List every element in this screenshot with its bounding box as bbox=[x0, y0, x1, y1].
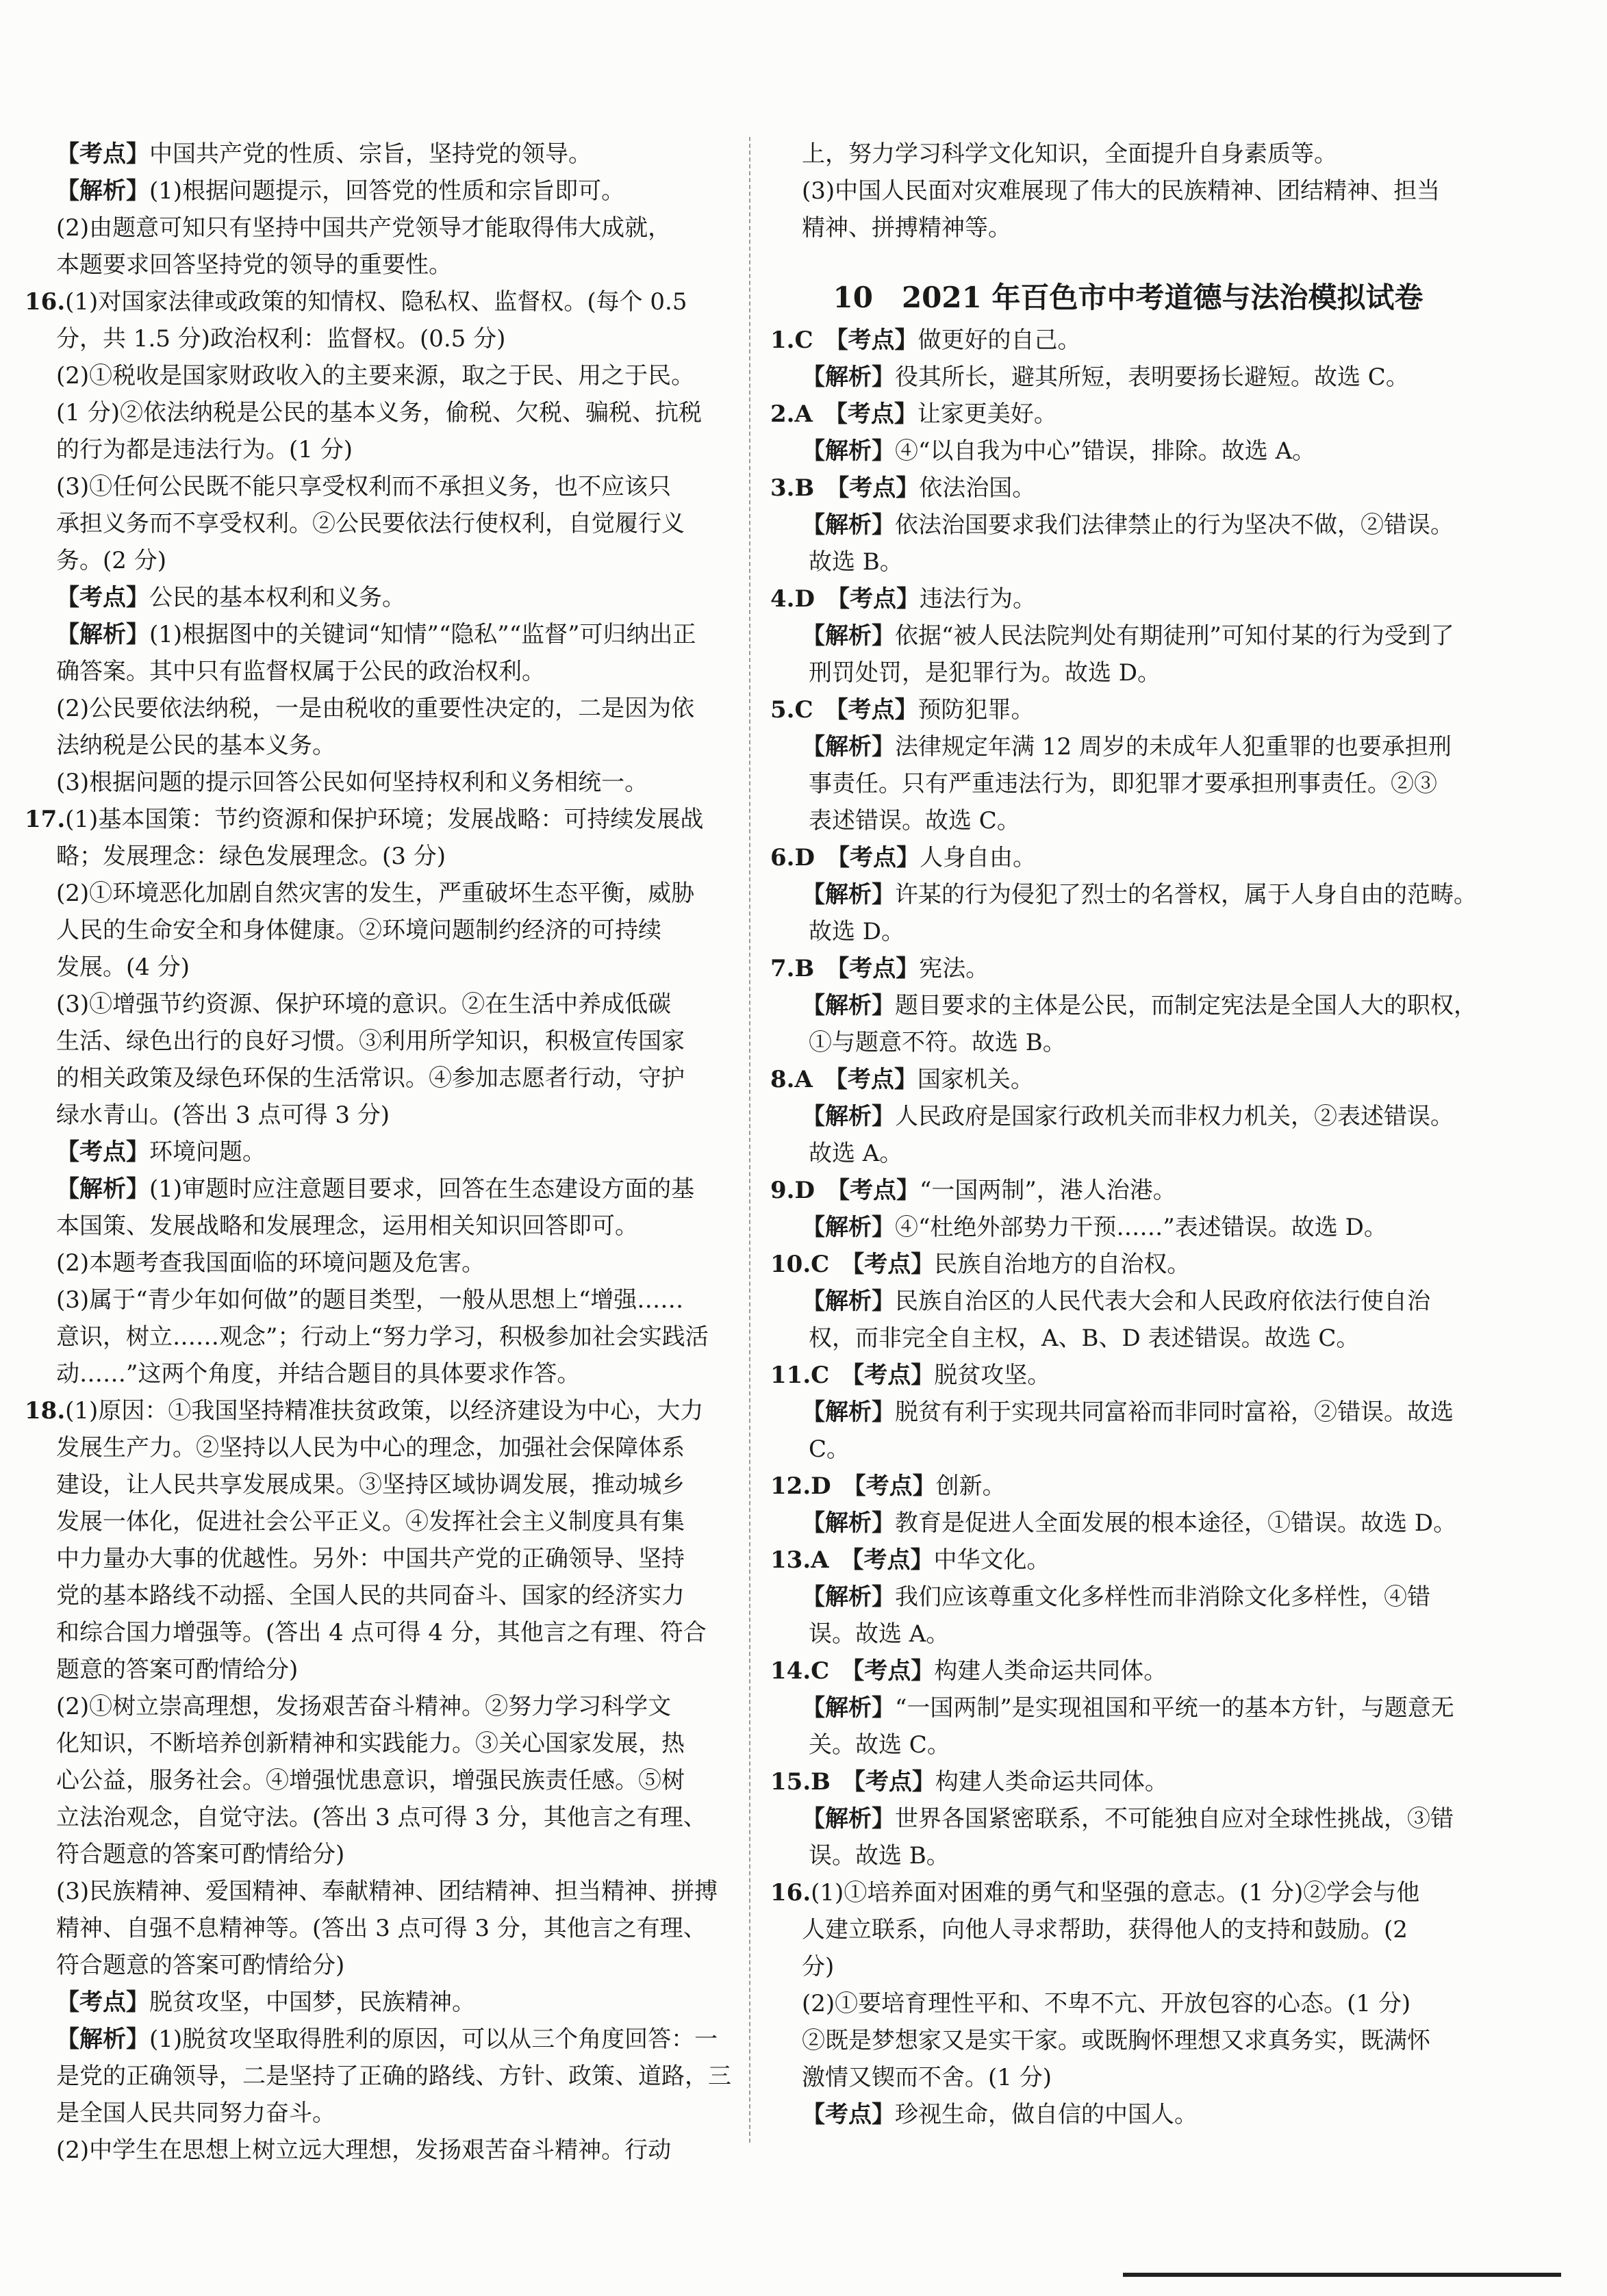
text-line bbox=[25, 1097, 740, 1134]
text-line bbox=[25, 1208, 740, 1245]
text-line bbox=[25, 542, 740, 579]
line-text: 构建人类命运共同体。 bbox=[935, 1768, 1168, 1796]
text-line bbox=[25, 2095, 740, 2132]
text-line bbox=[770, 1098, 1486, 1135]
label-tag: 【解析】 bbox=[802, 1805, 895, 1833]
label-tag: 3.B bbox=[770, 474, 815, 502]
line-text: 化知识，不断培养创新精神和实践能力。③关心国家发展，热 bbox=[56, 1730, 685, 1757]
label-tag: 【解析】 bbox=[802, 511, 895, 539]
text-line bbox=[25, 690, 740, 727]
line-text: 发展一体化，促进社会公平正义。④发挥社会主义制度具有集 bbox=[56, 1508, 685, 1535]
text-line bbox=[25, 1281, 740, 1318]
line-text: “一国两制”，港人治港。 bbox=[919, 1177, 1176, 1204]
label-tag: 5.C bbox=[770, 696, 813, 724]
text-line bbox=[25, 1392, 740, 1429]
line-text bbox=[815, 1177, 838, 1204]
text-line bbox=[770, 876, 1486, 913]
text-line bbox=[25, 1577, 740, 1614]
line-text bbox=[829, 1657, 852, 1685]
line-text bbox=[814, 474, 837, 502]
line-text: (2)①环境恶化加剧自然灾害的发生，严重破坏生态平衡，威胁 bbox=[56, 880, 695, 907]
line-text: 动……”这两个角度，并结合题目的具体要求作答。 bbox=[56, 1360, 581, 1388]
line-text bbox=[813, 327, 837, 354]
line-text: 精神、自强不息精神等。(答出 3 点可得 3 分，其他言之有理、 bbox=[56, 1915, 707, 1942]
text-line bbox=[770, 136, 1486, 173]
text-line bbox=[25, 875, 740, 912]
text-line bbox=[770, 1061, 1486, 1098]
text-line bbox=[770, 2096, 1486, 2133]
line-text: (2)公民要依法纳税，一是由税收的重要性决定的，二是因为依 bbox=[56, 695, 695, 722]
line-text: (2)①树立崇高理想，发扬艰苦奋斗精神。②努力学习科学文 bbox=[56, 1693, 672, 1720]
line-text: (2)①要培育理性平和、不卑不亢、开放包容的心态。(1 分) bbox=[802, 1990, 1411, 2017]
line-text bbox=[814, 955, 837, 982]
line-text: (1)①培养面对困难的勇气和坚强的意志。(1 分)②学会与他 bbox=[811, 1879, 1420, 1906]
label-tag: 17. bbox=[25, 806, 66, 833]
line-text: 役其所长，避其所短，表明要扬长避短。故选 C。 bbox=[895, 363, 1409, 391]
text-line bbox=[770, 1579, 1486, 1616]
line-text: 的行为都是违法行为。(1 分) bbox=[56, 436, 353, 463]
label-tag: 【解析】 bbox=[802, 992, 895, 1019]
label-tag: 【解析】 bbox=[802, 1399, 895, 1426]
line-text: C。 bbox=[809, 1436, 850, 1463]
label-tag: 6.D bbox=[770, 844, 815, 871]
line-text: 中国共产党的性质、宗旨，坚持党的领导。 bbox=[149, 140, 592, 168]
line-text: 法律规定年满 12 周岁的未成年人犯重罪的也要承担刑 bbox=[895, 733, 1452, 761]
text-line bbox=[25, 283, 740, 320]
line-text: 分) bbox=[802, 1953, 835, 1980]
line-text: 脱贫攻坚。 bbox=[934, 1362, 1051, 1389]
text-line bbox=[770, 507, 1486, 544]
text-line bbox=[25, 2058, 740, 2095]
line-text: (3)①增强节约资源、保护环境的意识。②在生活中养成低碳 bbox=[56, 991, 672, 1018]
text-line bbox=[770, 1874, 1486, 1911]
text-line bbox=[25, 727, 740, 764]
text-line bbox=[770, 1172, 1486, 1209]
line-text: 心公益，服务社会。④增强忧患意识，增强民族责任感。⑤树 bbox=[56, 1767, 685, 1794]
text-line bbox=[25, 1910, 740, 1947]
line-text: 依法治国。 bbox=[919, 474, 1036, 502]
text-line bbox=[25, 2132, 740, 2169]
label-tag: 9.D bbox=[770, 1177, 815, 1204]
label-tag: 【解析】 bbox=[802, 881, 895, 908]
text-line bbox=[770, 728, 1486, 765]
line-text: (3)根据问题的提示回答公民如何坚持权利和义务相统一。 bbox=[56, 769, 648, 796]
text-line bbox=[770, 1616, 1486, 1653]
line-text: 预防犯罪。 bbox=[918, 696, 1035, 724]
text-line bbox=[25, 1873, 740, 1910]
label-tag: 【考点】 bbox=[852, 1362, 935, 1389]
text-line bbox=[770, 1135, 1486, 1172]
line-text: 意识，树立……观念”；行动上“努力学习，积极参加社会实践活 bbox=[56, 1323, 709, 1351]
text-line bbox=[25, 1245, 740, 1281]
line-text: (3)中国人民面对灾难展现了伟大的民族精神、团结精神、担当 bbox=[802, 177, 1441, 205]
text-line bbox=[25, 1947, 740, 1984]
text-line bbox=[25, 468, 740, 505]
text-line bbox=[770, 1394, 1486, 1431]
line-text: 本题要求回答坚持党的领导的重要性。 bbox=[56, 251, 452, 279]
line-text: 民族自治区的人民代表大会和人民政府依法行使自治 bbox=[895, 1288, 1430, 1315]
line-text bbox=[831, 1472, 855, 1500]
label-tag: 【考点】 bbox=[836, 696, 918, 724]
label-tag: 【考点】 bbox=[837, 844, 920, 871]
label-tag: 16. bbox=[770, 1879, 811, 1906]
label-tag: 【考点】 bbox=[852, 1251, 935, 1278]
text-line bbox=[770, 2022, 1486, 2059]
line-text: 中华文化。 bbox=[933, 1546, 1050, 1574]
text-line bbox=[25, 1355, 740, 1392]
label-tag: 14.C bbox=[770, 1657, 830, 1685]
text-line bbox=[770, 322, 1486, 359]
text-line bbox=[770, 1283, 1486, 1320]
line-text: 人建立联系，向他人寻求帮助，获得他人的支持和鼓励。(2 bbox=[802, 1916, 1408, 1943]
label-tag: 【考点】 bbox=[837, 585, 920, 613]
label-tag: 【解析】 bbox=[56, 2026, 149, 2053]
line-text: 故选 D。 bbox=[809, 918, 905, 945]
line-text: 让家更美好。 bbox=[917, 400, 1057, 428]
label-tag: 【考点】 bbox=[852, 1546, 934, 1574]
line-text: (2)①税收是国家财政收入的主要来源，取之于民、用之于民。 bbox=[56, 362, 695, 390]
line-text: 许某的行为侵犯了烈士的名誉权，属于人身自由的范畴。 bbox=[895, 881, 1477, 908]
text-line bbox=[25, 1836, 740, 1873]
line-text: 宪法。 bbox=[919, 955, 989, 982]
line-text: 误。故选 B。 bbox=[809, 1842, 950, 1870]
text-line bbox=[25, 1614, 740, 1651]
text-line bbox=[25, 949, 740, 986]
label-tag: 1.C bbox=[770, 327, 813, 354]
text-line bbox=[770, 1246, 1486, 1283]
line-text: 民族自治地方的自治权。 bbox=[934, 1251, 1191, 1278]
line-text: 立法治观念，自觉守法。(答出 3 点可得 3 分，其他言之有理、 bbox=[56, 1804, 707, 1831]
line-text: 依法治国要求我们法律禁止的行为坚决不做，②错误。 bbox=[895, 511, 1454, 539]
text-line bbox=[770, 396, 1486, 433]
text-line bbox=[25, 1688, 740, 1725]
text-line bbox=[25, 1466, 740, 1503]
line-text: (1)原因：①我国坚持精准扶贫政策，以经济建设为中心，大力 bbox=[65, 1397, 704, 1425]
line-text: 务。(2 分) bbox=[56, 547, 166, 574]
text-line bbox=[25, 431, 740, 468]
line-text: 世界各国紧密联系，不可能独自应对全球性挑战，③错 bbox=[895, 1805, 1454, 1833]
line-text: (1)对国家法律或政策的知情权、隐私权、监督权。(每个 0.5 bbox=[65, 288, 687, 316]
label-tag: 18. bbox=[25, 1397, 66, 1425]
label-tag: 【解析】 bbox=[56, 1175, 149, 1203]
line-text: 违法行为。 bbox=[919, 585, 1036, 613]
line-text: 发展生产力。②坚持以人民为中心的理念，加强社会保障体系 bbox=[56, 1434, 685, 1462]
label-tag: 16. bbox=[25, 288, 66, 316]
line-text: 我们应该尊重文化多样性而非消除文化多样性，④错 bbox=[895, 1583, 1430, 1611]
label-tag: 15.B bbox=[770, 1768, 831, 1796]
text-line bbox=[770, 470, 1486, 507]
label-tag: 12.D bbox=[770, 1472, 831, 1500]
line-text: 脱贫有利于实现共同富裕而非同时富裕，②错误。故选 bbox=[895, 1399, 1454, 1426]
text-line bbox=[25, 1799, 740, 1836]
label-tag: 13.A bbox=[770, 1546, 829, 1574]
line-text: 符合题意的答案可酌情给分) bbox=[56, 1952, 345, 1979]
line-text: ④“杜绝外部势力干预……”表述错误。故选 D。 bbox=[895, 1214, 1387, 1241]
line-text: 刑罚处罚，是犯罪行为。故选 D。 bbox=[809, 659, 1161, 687]
text-line bbox=[25, 1762, 740, 1799]
text-line bbox=[770, 1357, 1486, 1394]
line-text: ②既是梦想家又是实干家。或既胸怀理想又求真务实，既满怀 bbox=[802, 2027, 1430, 2054]
text-line bbox=[25, 1060, 740, 1097]
line-text: 事责任。只有严重违法行为，即犯罪才要承担刑事责任。②③ bbox=[809, 770, 1437, 798]
line-text: 是全国人民共同努力奋斗。 bbox=[56, 2100, 336, 2127]
line-text: (1)根据图中的关键词“知情”“隐私”“监督”可归纳出正 bbox=[149, 621, 696, 648]
text-line bbox=[25, 1984, 740, 2021]
line-text: (1 分)②依法纳税是公民的基本义务，偷税、欠税、骗税、抗税 bbox=[56, 399, 702, 426]
label-tag: 【考点】 bbox=[837, 1177, 920, 1204]
text-line bbox=[770, 691, 1486, 728]
text-line bbox=[770, 1763, 1486, 1800]
label-tag: 【考点】 bbox=[802, 2101, 895, 2128]
label-tag: 【考点】 bbox=[56, 140, 149, 168]
line-text: 激情又锲而不舍。(1 分) bbox=[802, 2064, 1052, 2091]
line-text: 人身自由。 bbox=[919, 844, 1036, 871]
text-line bbox=[770, 1689, 1486, 1726]
line-text bbox=[829, 1362, 852, 1389]
text-line bbox=[25, 209, 740, 246]
text-line bbox=[25, 2021, 740, 2058]
line-text: 上，努力学习科学文化知识，全面提升自身素质等。 bbox=[802, 140, 1337, 168]
label-tag: 【解析】 bbox=[802, 1583, 895, 1611]
label-tag: 【解析】 bbox=[802, 1103, 895, 1130]
text-line bbox=[770, 581, 1486, 617]
line-text: 题目要求的主体是公民，而制定宪法是全国人大的职权， bbox=[895, 992, 1477, 1019]
line-text: (3)①任何公民既不能只享受权利而不承担义务，也不应该只 bbox=[56, 473, 672, 500]
text-line bbox=[25, 801, 740, 838]
line-text: “一国两制”是实现祖国和平统一的基本方针，与题意无 bbox=[895, 1694, 1454, 1722]
line-text: 绿水青山。(答出 3 点可得 3 分) bbox=[56, 1101, 390, 1129]
text-line bbox=[770, 1320, 1486, 1357]
line-text: 教育是促进人全面发展的根本途径，①错误。故选 D。 bbox=[895, 1509, 1457, 1537]
label-tag: 7.B bbox=[770, 955, 815, 982]
line-text: 的相关政策及绿色环保的生活常识。④参加志愿者行动，守护 bbox=[56, 1064, 685, 1092]
line-text: 党的基本路线不动摇、全国人民的共同奋斗、国家的经济实力 bbox=[56, 1582, 685, 1609]
line-text: 生活、绿色出行的良好习惯。③利用所学知识，积极宣传国家 bbox=[56, 1028, 685, 1055]
line-text: 题意的答案可酌情给分) bbox=[56, 1656, 299, 1683]
line-text: 符合题意的答案可酌情给分) bbox=[56, 1841, 345, 1868]
text-line bbox=[25, 1540, 740, 1577]
text-line bbox=[25, 653, 740, 690]
text-line bbox=[770, 544, 1486, 581]
text-line bbox=[770, 765, 1486, 802]
line-text bbox=[813, 400, 836, 428]
text-line bbox=[770, 1505, 1486, 1542]
label-tag: 【解析】 bbox=[802, 1288, 895, 1315]
line-text: 关。故选 C。 bbox=[809, 1731, 950, 1759]
line-text: 承担义务而不享受权利。②公民要依法行使权利，自觉履行义 bbox=[56, 510, 685, 537]
text-line bbox=[770, 359, 1486, 396]
label-tag: 2.A bbox=[770, 400, 813, 428]
text-line bbox=[770, 433, 1486, 470]
label-tag: 【解析】 bbox=[802, 1509, 895, 1537]
line-text: ④“以自我为中心”错误，排除。故选 A。 bbox=[895, 437, 1316, 465]
label-tag: 11.C bbox=[770, 1362, 830, 1389]
line-text bbox=[813, 1066, 836, 1093]
text-line bbox=[25, 1171, 740, 1208]
text-line bbox=[25, 246, 740, 283]
line-text bbox=[815, 844, 838, 871]
text-line bbox=[770, 209, 1486, 246]
text-line bbox=[770, 173, 1486, 209]
text-line bbox=[25, 764, 740, 801]
line-text: 做更好的自己。 bbox=[918, 327, 1081, 354]
text-line bbox=[25, 357, 740, 394]
left-column bbox=[25, 136, 740, 2169]
text-line bbox=[25, 1725, 740, 1762]
text-line bbox=[25, 320, 740, 357]
line-text: 中力量办大事的优越性。另外：中国共产党的正确领导、坚持 bbox=[56, 1545, 685, 1572]
line-text bbox=[831, 1768, 854, 1796]
column-divider bbox=[749, 137, 750, 2143]
right-column-continuation bbox=[770, 136, 1486, 246]
line-text: 误。故选 A。 bbox=[809, 1620, 950, 1648]
label-tag: 【考点】 bbox=[56, 1989, 149, 2016]
text-line bbox=[25, 505, 740, 542]
line-text: (2)由题意可知只有坚持中国共产党领导才能取得伟大成就， bbox=[56, 214, 672, 242]
text-line bbox=[770, 1542, 1486, 1579]
text-line bbox=[770, 1985, 1486, 2022]
text-line bbox=[25, 1503, 740, 1540]
text-line bbox=[770, 950, 1486, 987]
line-text bbox=[815, 585, 838, 613]
line-text: (3)民族精神、爱国精神、奉献精神、团结精神、担当精神、拼搏 bbox=[56, 1878, 718, 1905]
line-text: (3)属于“青少年如何做”的题目类型，一般从思想上“增强…… bbox=[56, 1286, 684, 1314]
text-line bbox=[25, 986, 740, 1023]
line-text: 依据“被人民法院判处有期徒刑”可知付某的行为受到了 bbox=[895, 622, 1454, 650]
text-line bbox=[770, 1911, 1486, 1948]
text-line bbox=[770, 1431, 1486, 1468]
label-tag: 【考点】 bbox=[56, 584, 149, 611]
label-tag: 【考点】 bbox=[837, 474, 920, 502]
label-tag: 【考点】 bbox=[835, 1066, 918, 1093]
label-tag: 【解析】 bbox=[802, 622, 895, 650]
line-text: 脱贫攻坚，中国梦，民族精神。 bbox=[149, 1989, 475, 2016]
line-text: 故选 B。 bbox=[809, 548, 903, 576]
label-tag: 【考点】 bbox=[854, 1472, 936, 1500]
line-text: (1)审题时应注意题目要求，回答在生态建设方面的基 bbox=[149, 1175, 695, 1203]
text-line bbox=[770, 913, 1486, 950]
line-text: 本国策、发展战略和发展理念，运用相关知识回答即可。 bbox=[56, 1212, 638, 1240]
label-tag: 【考点】 bbox=[56, 1138, 149, 1166]
text-line bbox=[770, 1209, 1486, 1246]
text-line bbox=[770, 802, 1486, 839]
line-text: 珍视生命，做自信的中国人。 bbox=[895, 2101, 1198, 2128]
text-line bbox=[770, 1024, 1486, 1061]
text-line bbox=[770, 987, 1486, 1024]
text-line bbox=[770, 1837, 1486, 1874]
text-line bbox=[25, 1134, 740, 1171]
text-line bbox=[25, 136, 740, 173]
line-text: 略；发展理念：绿色发展理念。(3 分) bbox=[56, 843, 446, 870]
line-text: ①与题意不符。故选 B。 bbox=[809, 1029, 1066, 1056]
label-tag: 10.C bbox=[770, 1251, 830, 1278]
line-text: 人民的生命安全和身体健康。②环境问题制约经济的可持续 bbox=[56, 917, 661, 944]
text-line bbox=[770, 1726, 1486, 1763]
right-column bbox=[770, 136, 1486, 2133]
label-tag: 【考点】 bbox=[837, 955, 920, 982]
line-text: 人民政府是国家行政机关而非权力机关，②表述错误。 bbox=[895, 1103, 1454, 1130]
label-tag: 【解析】 bbox=[802, 363, 895, 391]
text-line bbox=[25, 173, 740, 209]
text-line bbox=[770, 2059, 1486, 2096]
text-line bbox=[25, 838, 740, 875]
bottom-rule bbox=[1123, 2273, 1561, 2277]
line-text: 和综合国力增强等。(答出 4 点可得 4 分，其他言之有理、符合 bbox=[56, 1619, 707, 1646]
line-text: (1)基本国策：节约资源和保护环境；发展战略：可持续发展战 bbox=[65, 806, 704, 833]
line-text: 国家机关。 bbox=[917, 1066, 1034, 1093]
label-tag: 4.D bbox=[770, 585, 815, 613]
line-text: 表述错误。故选 C。 bbox=[809, 807, 1020, 834]
text-line bbox=[25, 394, 740, 431]
line-text: (1)脱贫攻坚取得胜利的原因，可以从三个角度回答：一 bbox=[149, 2026, 718, 2053]
line-text: (2)中学生在思想上树立远大理想，发扬艰苦奋斗精神。行动 bbox=[56, 2136, 672, 2164]
label-tag: 【解析】 bbox=[802, 437, 895, 465]
text-line bbox=[25, 1318, 740, 1355]
section-title: 10 2021 年百色市中考道德与法治模拟试卷 bbox=[833, 281, 1423, 314]
answer-list bbox=[770, 322, 1486, 2133]
text-line bbox=[770, 617, 1486, 654]
text-line bbox=[770, 1468, 1486, 1505]
line-text: 是党的正确领导，二是坚持了正确的路线、方针、政策、道路，三 bbox=[56, 2063, 731, 2090]
line-text: 精神、拼搏精神等。 bbox=[802, 214, 1011, 242]
line-text bbox=[829, 1251, 852, 1278]
line-text: (2)本题考查我国面临的环境问题及危害。 bbox=[56, 1249, 485, 1277]
text-line bbox=[25, 912, 740, 949]
line-text: 法纳税是公民的基本义务。 bbox=[56, 732, 336, 759]
label-tag: 【考点】 bbox=[853, 1768, 935, 1796]
label-tag: 【解析】 bbox=[802, 1694, 895, 1722]
label-tag: 【考点】 bbox=[836, 327, 918, 354]
line-text: 故选 A。 bbox=[809, 1140, 903, 1167]
text-line bbox=[25, 1429, 740, 1466]
text-line bbox=[25, 1023, 740, 1060]
line-text: 构建人类命运共同体。 bbox=[934, 1657, 1167, 1685]
text-line bbox=[25, 579, 740, 616]
line-text: (1)根据问题提示，回答党的性质和宗旨即可。 bbox=[149, 177, 625, 205]
line-text: 公民的基本权利和义务。 bbox=[149, 584, 405, 611]
text-line bbox=[25, 1651, 740, 1688]
label-tag: 【考点】 bbox=[835, 400, 918, 428]
text-line bbox=[770, 1948, 1486, 1985]
text-line bbox=[770, 1800, 1486, 1837]
text-line bbox=[770, 839, 1486, 876]
line-text: 发展。(4 分) bbox=[56, 954, 190, 981]
line-text: 创新。 bbox=[935, 1472, 1006, 1500]
line-text: 分，共 1.5 分)政治权利：监督权。(0.5 分) bbox=[56, 325, 506, 353]
line-text: 权，而非完全自主权，A、B、D 表述错误。故选 C。 bbox=[809, 1325, 1360, 1352]
text-line bbox=[770, 1653, 1486, 1689]
label-tag: 【解析】 bbox=[802, 1214, 895, 1241]
label-tag: 【考点】 bbox=[852, 1657, 935, 1685]
line-text bbox=[829, 1546, 852, 1574]
text-line bbox=[770, 654, 1486, 691]
line-text bbox=[813, 696, 837, 724]
line-text: 环境问题。 bbox=[149, 1138, 266, 1166]
label-tag: 【解析】 bbox=[56, 621, 149, 648]
label-tag: 【解析】 bbox=[56, 177, 149, 205]
label-tag: 8.A bbox=[770, 1066, 813, 1093]
line-text: 建设，让人民共享发展成果。③坚持区域协调发展，推动城乡 bbox=[56, 1471, 685, 1498]
label-tag: 【解析】 bbox=[802, 733, 895, 761]
line-text: 确答案。其中只有监督权属于公民的政治权利。 bbox=[56, 658, 545, 685]
text-line bbox=[25, 616, 740, 653]
